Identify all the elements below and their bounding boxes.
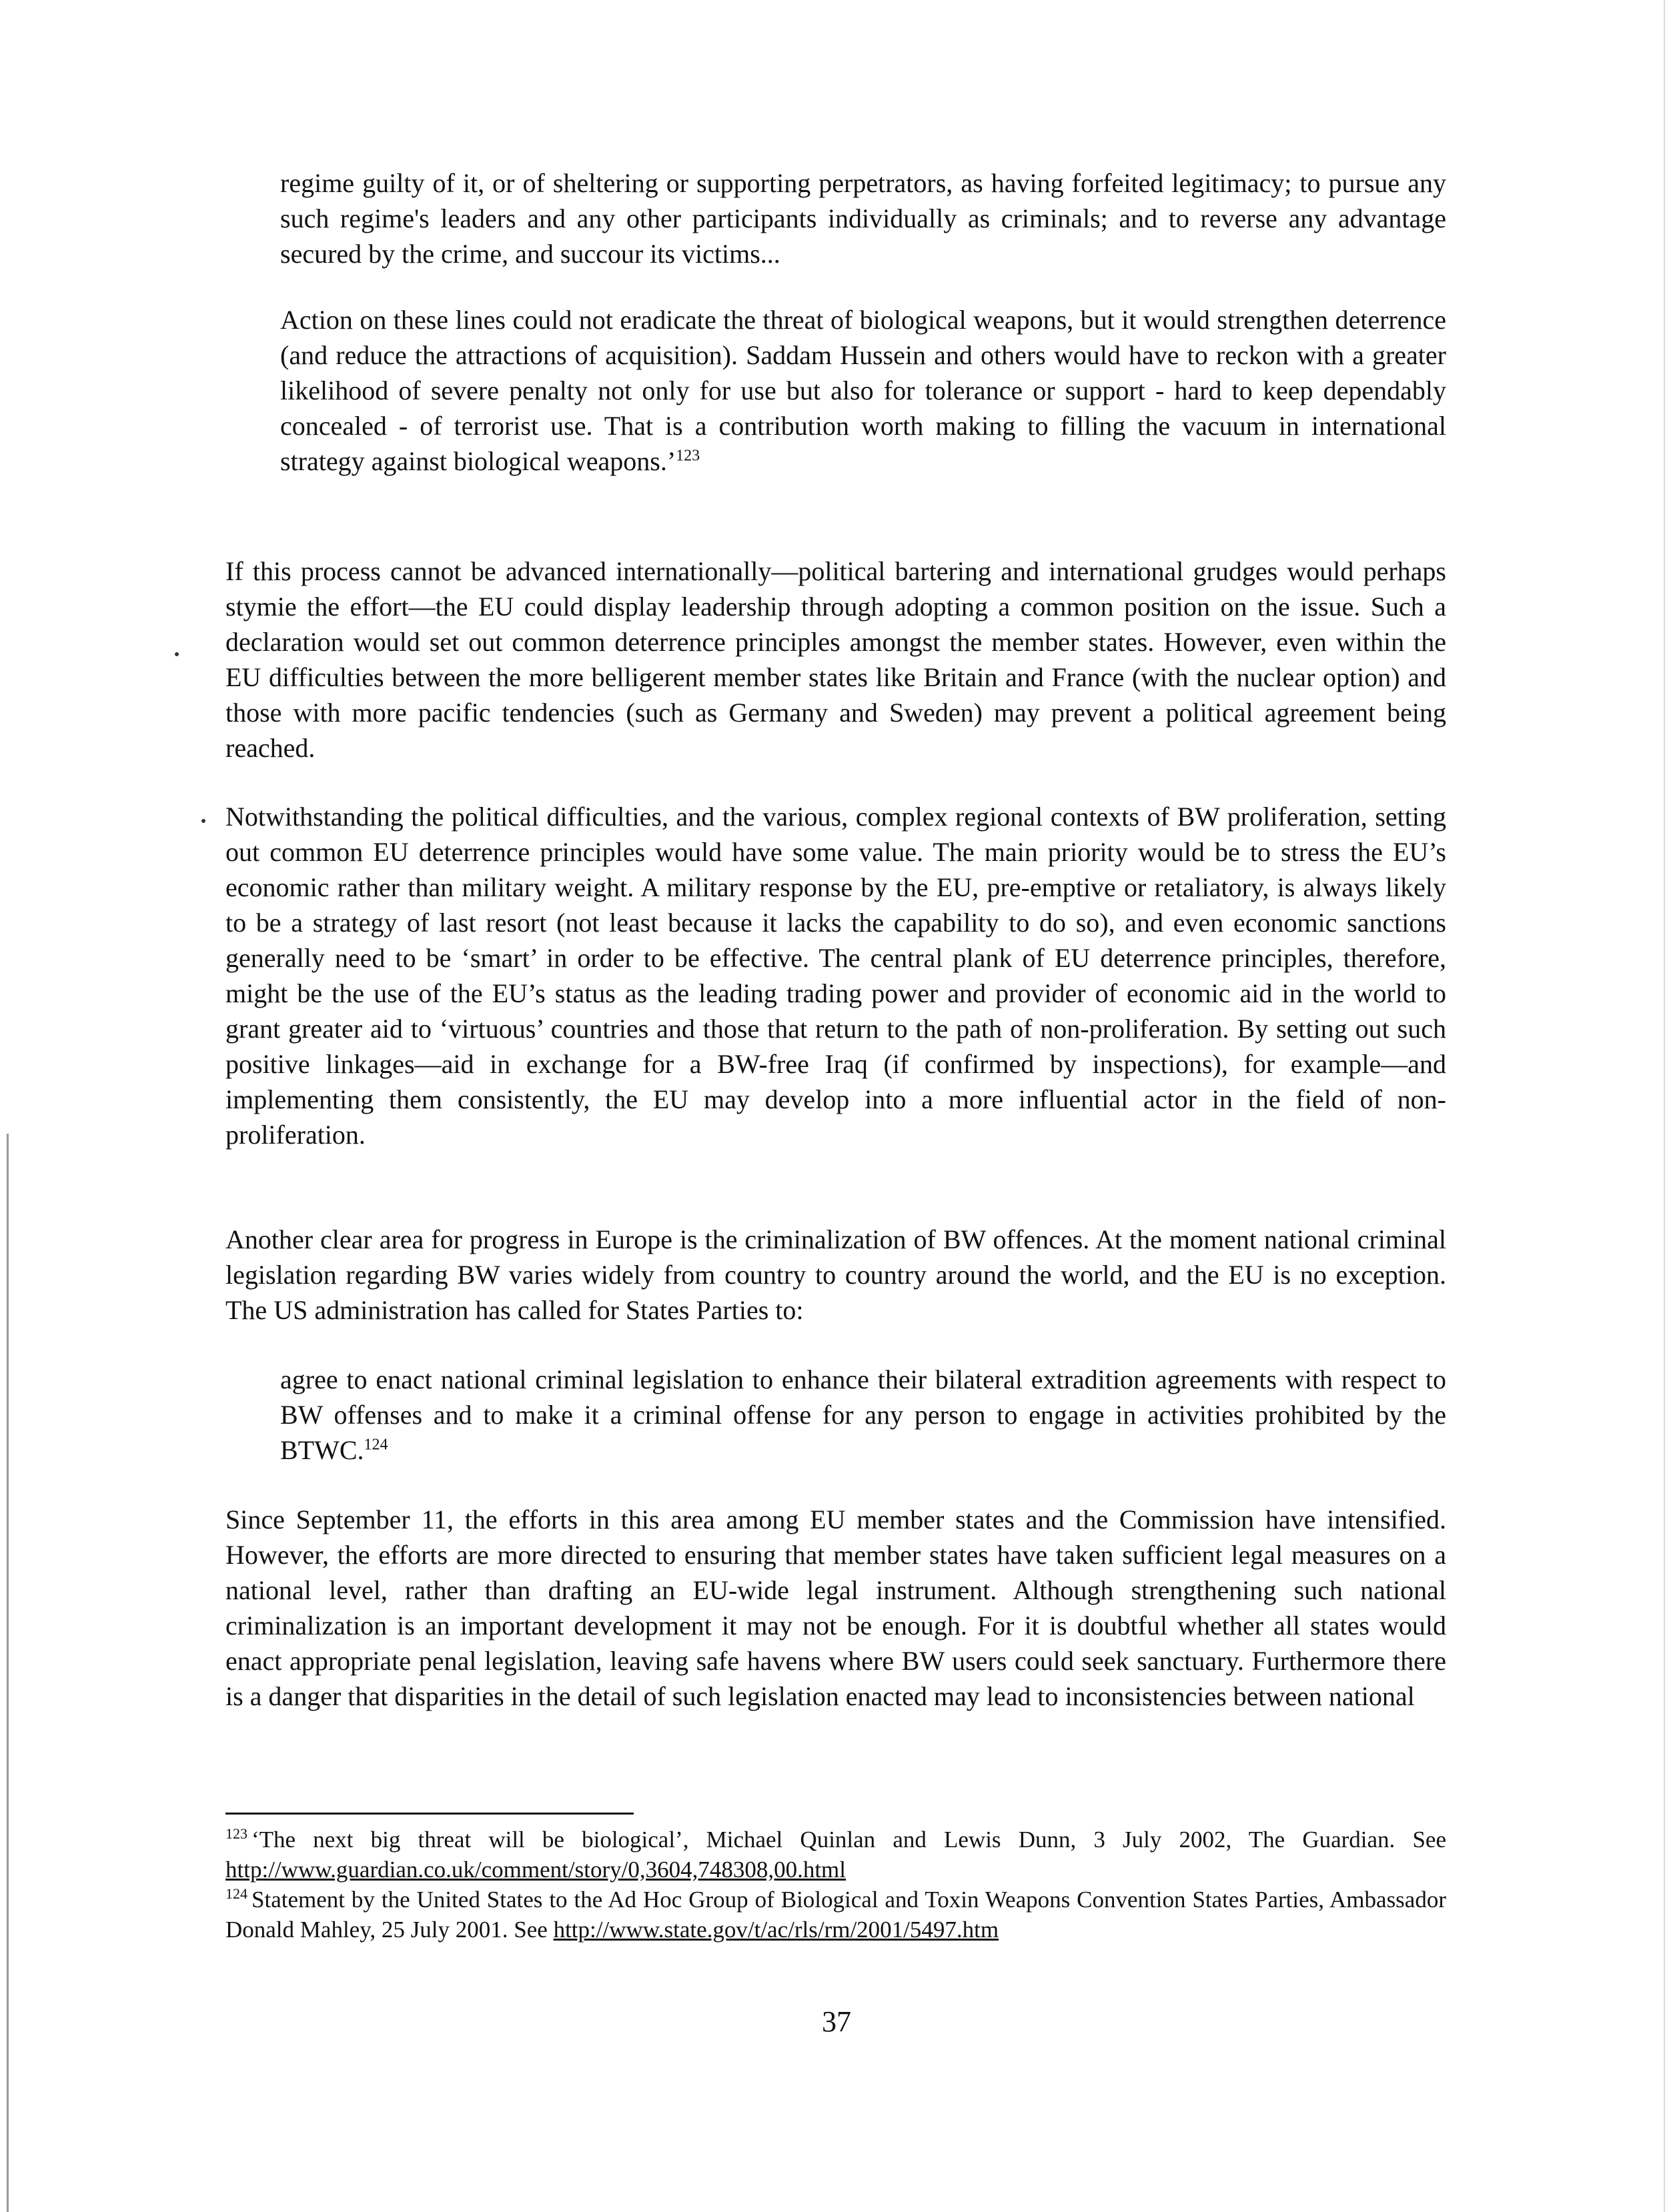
page-number: 37 xyxy=(822,2005,851,2038)
quote-text-content: agree to enact national criminal legislation to enhance their bilateral extradition agreements with respect to BW offenses and to make it a criminal offense for any person to engage in activities prohibited by the BTWC. xyxy=(280,1364,1446,1465)
paragraph-text: If this process cannot be advanced internationally—political bartering and international grudges would perhaps stymie the effort—the EU could display leadership through adopting a common position on the issue. Such a declaration would set out common deterrence principles amongst the member states. However, even within the EU difficulties between the more belligerent member states like Britain and France (with the nuclear option) and those with more pacific tendencies (such as Germany and Sweden) may prevent a political agreement being reached. xyxy=(225,556,1446,763)
footnote-ref-124[interactable]: 124 xyxy=(364,1436,388,1454)
footnote-link[interactable]: http://www.guardian.co.uk/comment/story/0,3604,748308,00.html xyxy=(225,1857,846,1883)
body-paragraph-5 xyxy=(225,1222,1446,1328)
paragraph-text: Since September 11, the efforts in this area among EU member states and the Commission have intensified. However, the efforts are more directed to ensuring that member states have taken sufficient legal measures on a national level, rather than drafting an EU-wide legal instrument. Although strengthening such national criminalization is an important development it may not be enough. For it is doubtful whether all states would enact appropriate penal legislation, leaving safe havens where BW users could seek sanctuary. Furthermore there is a danger that disparities in the detail of such legislation enacted may lead to inconsistencies between national xyxy=(225,1504,1446,1711)
footnote-number: 123 xyxy=(225,1825,247,1843)
quote-paragraph-2-text: Action on these lines could not eradicate the threat of biological weapons, but it would strengthen deterrence (and reduce the attractions of acquisition). Saddam Hussein and others would have to reckon with a greater likelihood of severe penalty not only for use but also for tolerance or support - hard to keep dependably concealed - of terrorist use. That is a contribution worth making to filling the vacuum in international strategy against biological weapons.’ xyxy=(280,305,1446,476)
paragraph-text: Another clear area for progress in Europe is the criminalization of BW offences. At the moment national criminal legislation regarding BW varies widely from country to country around the world, and the EU is no exception. The US administration has called for States Parties to: xyxy=(225,1224,1446,1325)
body-paragraph-4 xyxy=(225,799,1446,1152)
footnote-link[interactable]: http://www.state.gov/t/ac/rls/rm/2001/5497.htm xyxy=(553,1917,999,1943)
footnote-124 xyxy=(225,1885,1446,1945)
footnote-text: Statement by the United States to the Ad Hoc Group of Biological and Toxin Weapons Convention States Parties, Ambassador Donald Mahley, 25 July 2001. See xyxy=(225,1887,1446,1943)
footnote-ref-123[interactable]: 123 xyxy=(676,447,700,465)
quote-paragraph-2 xyxy=(280,302,1446,479)
footnote-number: 124 xyxy=(225,1885,247,1903)
paragraph-text: Notwithstanding the political difficulties, and the various, complex regional contexts of BW proliferation, setting out common EU deterrence principles would have some value. The main priority would be to stress the EU’s economic rather than military weight. A military response by the EU, pre-emptive or retaliatory, is always likely to be a strategy of last resort (not least because it lacks the capability to do so), and even economic sanctions generally need to be ‘smart’ in order to be effective. The central plank of EU deterrence principles, therefore, might be the use of the EU’s status as the leading trading power and provider of economic aid in the world to grant greater aid to ‘virtuous’ countries and those that return to the path of non-proliferation. By setting out such positive linkages—aid in exchange for a BW-free Iraq (if confirmed by inspections), for example—and implementing them consistently, the EU may develop into a more influential actor in the field of non-proliferation. xyxy=(225,802,1446,1150)
quote-text xyxy=(280,1362,1446,1468)
scan-dot xyxy=(175,652,179,656)
block-quote-continuation xyxy=(280,165,1446,479)
quote-paragraph-1: regime guilty of it, or of sheltering or supporting perpetrators, as having forfeited legitimacy; to pursue any such regime's leaders and any other participants individually as criminals; and to reverse any advantage secured by the crime, and succour its victims... xyxy=(280,168,1446,269)
body-paragraph-6 xyxy=(225,1502,1446,1714)
footnote-123 xyxy=(225,1825,1446,1885)
scan-edge-line xyxy=(7,1134,9,2212)
block-quote-us-administration xyxy=(280,1362,1446,1468)
scan-dot xyxy=(201,819,205,823)
body-paragraph-3 xyxy=(225,554,1446,766)
footnote-text: ‘The next big threat will be biological’, Michael Quinlan and Lewis Dunn, 3 July 2002, The Guardian. See xyxy=(251,1827,1446,1853)
footnotes xyxy=(225,1825,1446,1945)
scan-edge-right xyxy=(1664,0,1665,2212)
footnote-separator xyxy=(225,1813,634,1815)
